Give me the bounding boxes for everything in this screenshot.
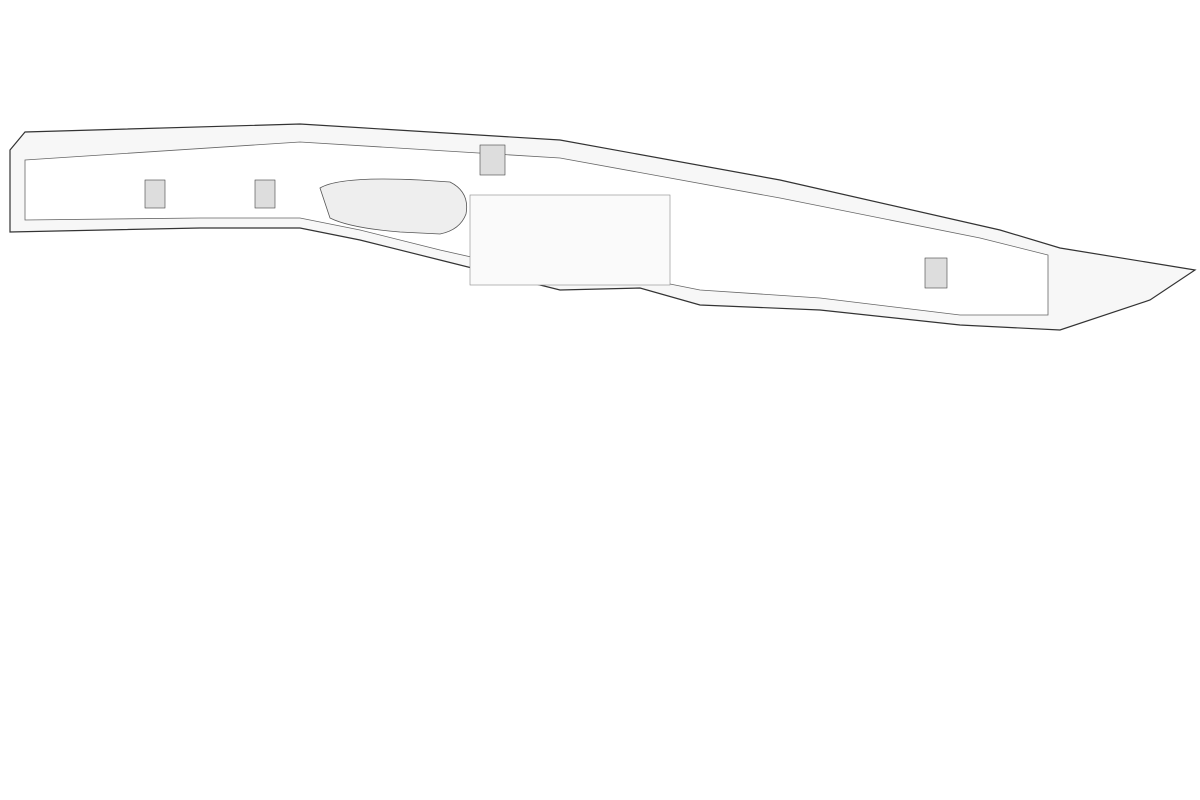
floor-plan	[0, 110, 1200, 350]
core-block	[255, 180, 275, 208]
core-block	[480, 145, 505, 175]
core-block	[145, 180, 165, 208]
core-block	[925, 258, 947, 288]
central-area	[470, 195, 670, 285]
